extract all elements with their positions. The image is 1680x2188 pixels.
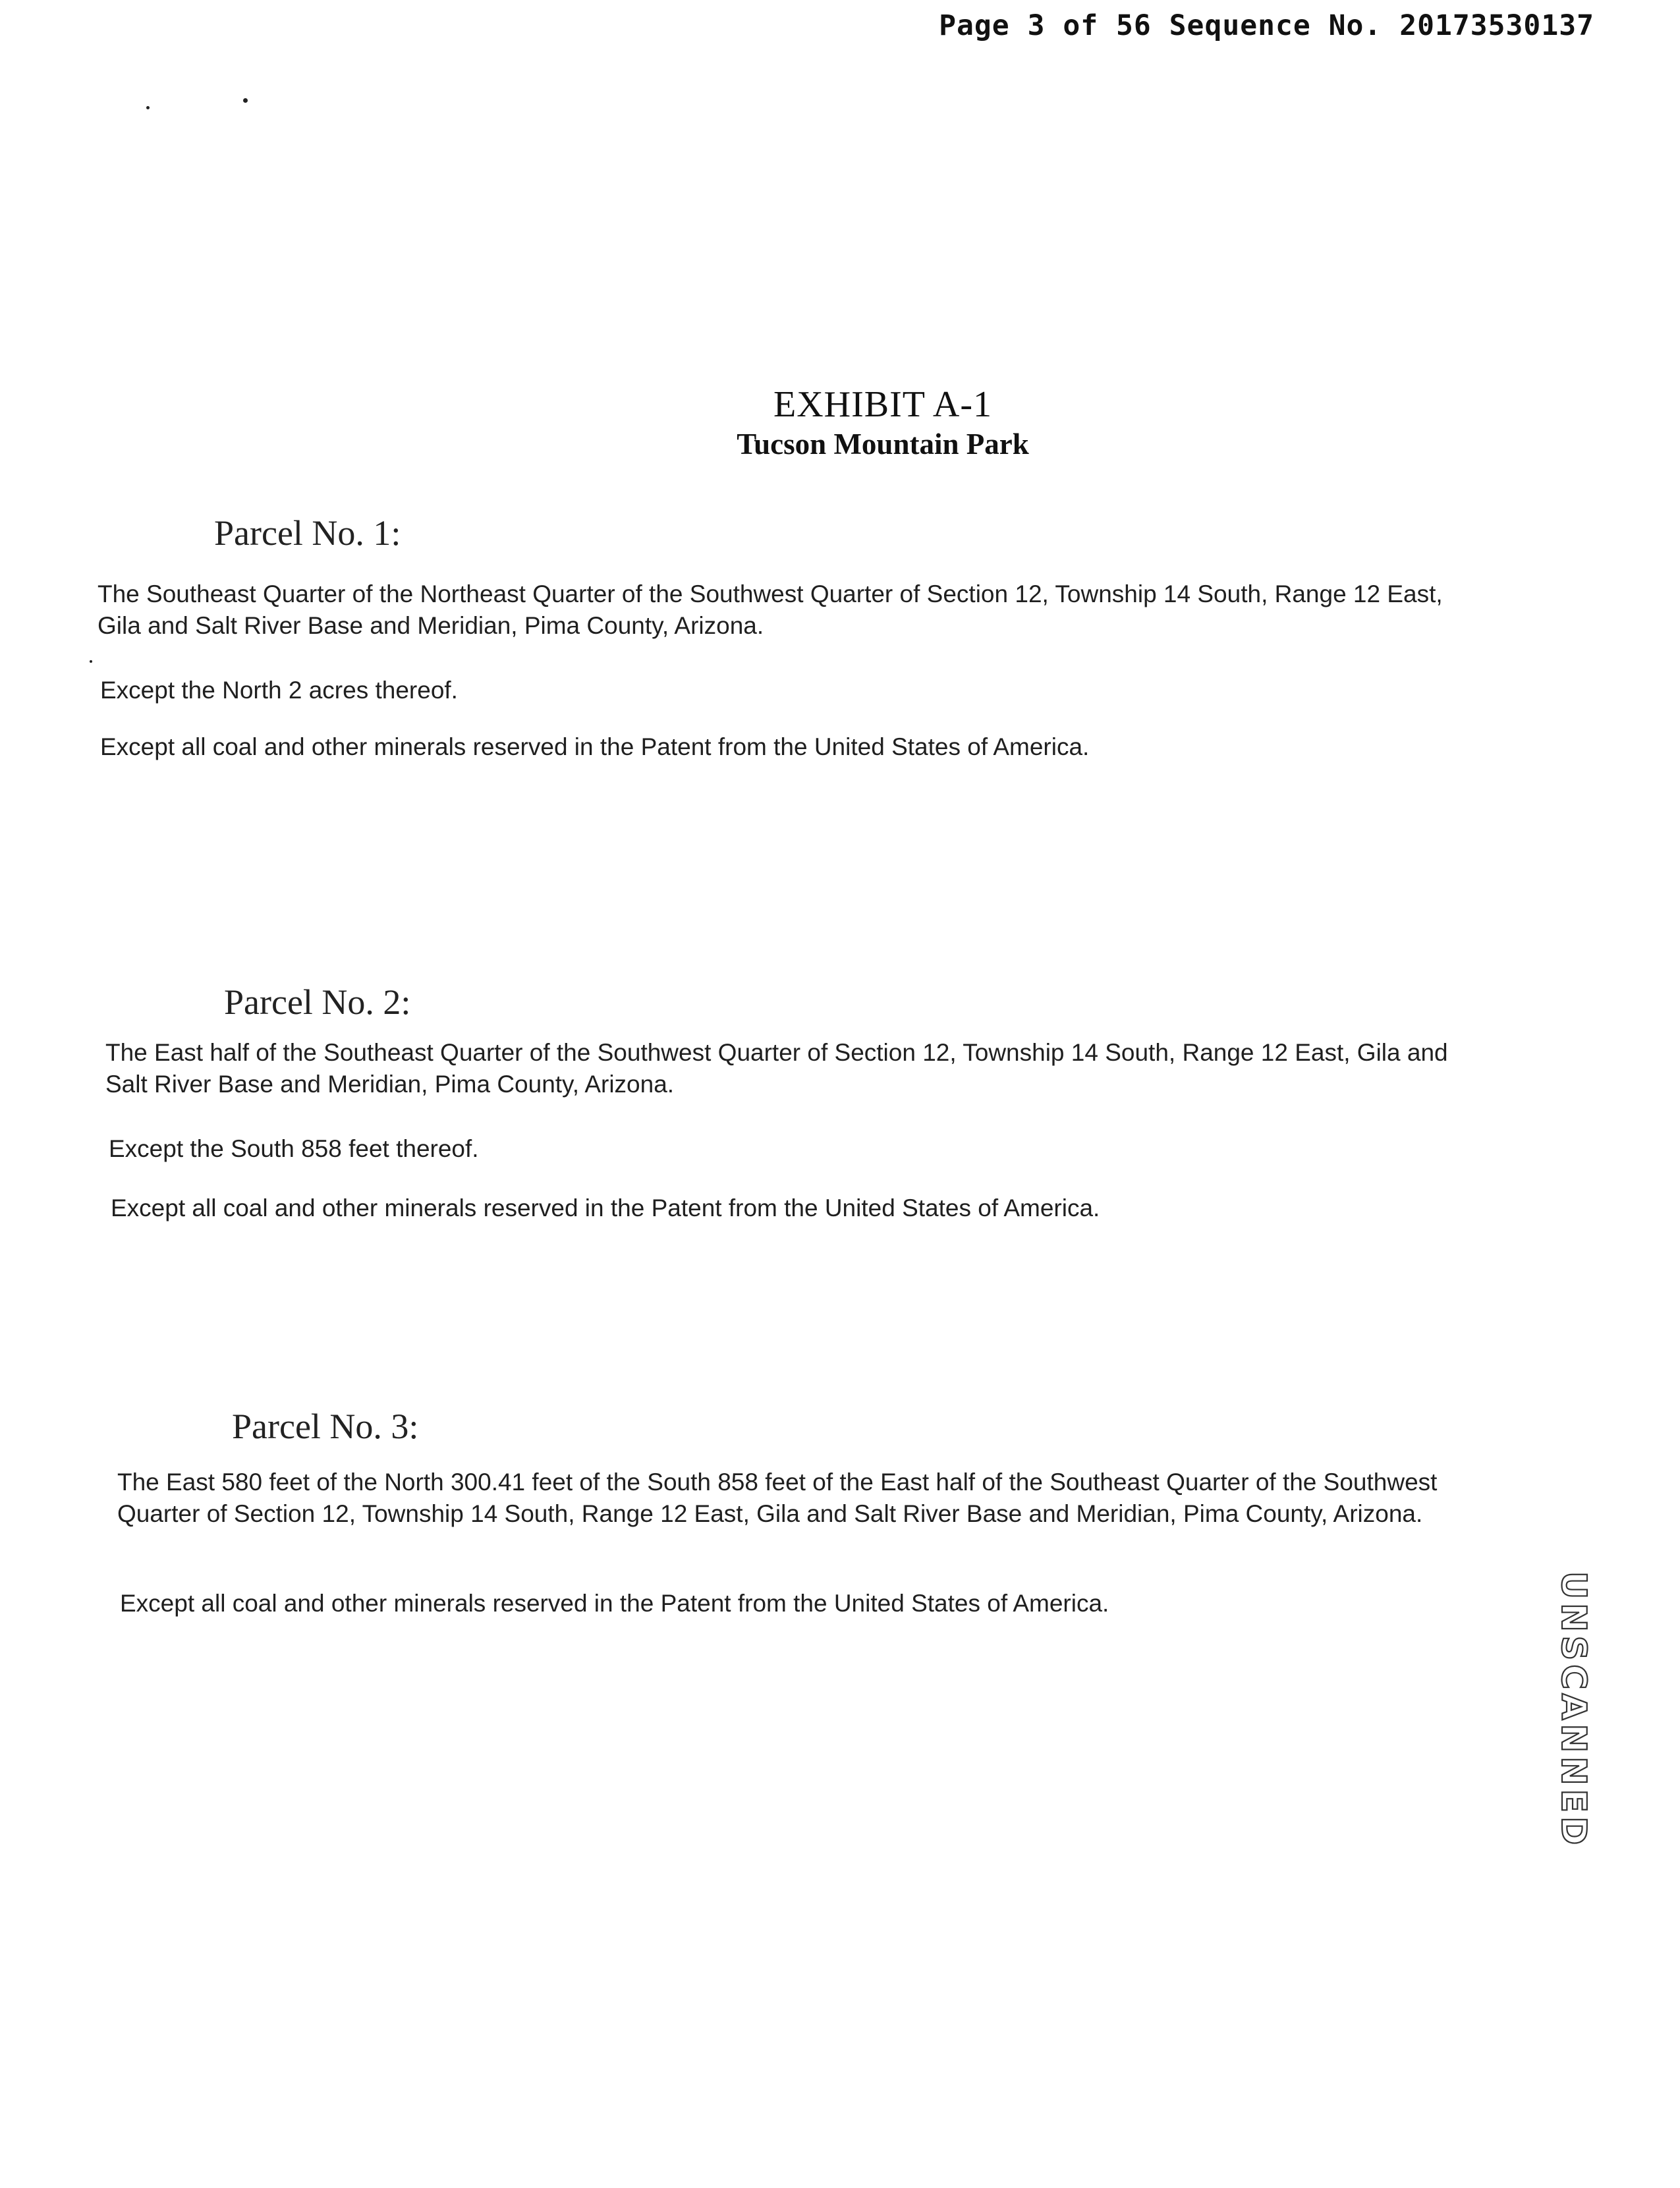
page-sequence-header: Page 3 of 56 Sequence No. 20173530137 [939,9,1594,42]
parcel-2-description: The East half of the Southeast Quarter of the Southwest Quarter of Section 12, Township 14 South, Range 12 East, Gila and Salt River Base and Meridian, Pima County, Arizona. [105,1039,1448,1098]
exhibit-title: EXHIBIT A-1 [773,384,992,425]
parcel-3-description: The East 580 feet of the North 300.41 feet of the South 858 feet of the East half of the Southeast Quarter of the Southwest Quarter of Section 12, Township 14 South, Range 12 East, Gila and Salt River Base and Meridian, Pima County, Arizona. [117,1469,1438,1527]
parcel-2-exception-2: Except all coal and other minerals reserved in the Patent from the United States of America. [111,1194,1100,1221]
parcel-2-heading: Parcel No. 2: [224,982,411,1022]
parcel-3-heading: Parcel No. 3: [232,1407,419,1446]
parcel-1-heading: Parcel No. 1: [214,513,401,553]
exhibit-subtitle: Tucson Mountain Park [737,428,1029,461]
parcel-3-exception-1: Except all coal and other minerals reserved in the Patent from the United States of America. [120,1590,1109,1617]
scan-speck [146,106,150,109]
parcel-1-exception-2: Except all coal and other minerals reserved in the Patent from the United States of America. [100,733,1090,760]
parcel-1-exception-1: Except the North 2 acres thereof. [100,677,458,704]
scan-speck [90,660,92,663]
margin-stamp [1534,1571,1593,1849]
parcel-1-description: The Southeast Quarter of the Northeast Quarter of the Southwest Quarter of Section 12, Township 14 South, Range 12 East, Gila and Salt River Base and Meridian, Pima County, Arizona. [98,580,1443,639]
margin-stamp-text: UNSCANNED [1554,1571,1593,1849]
scan-speck [243,98,248,103]
parcel-2-exception-1: Except the South 858 feet thereof. [109,1135,479,1162]
